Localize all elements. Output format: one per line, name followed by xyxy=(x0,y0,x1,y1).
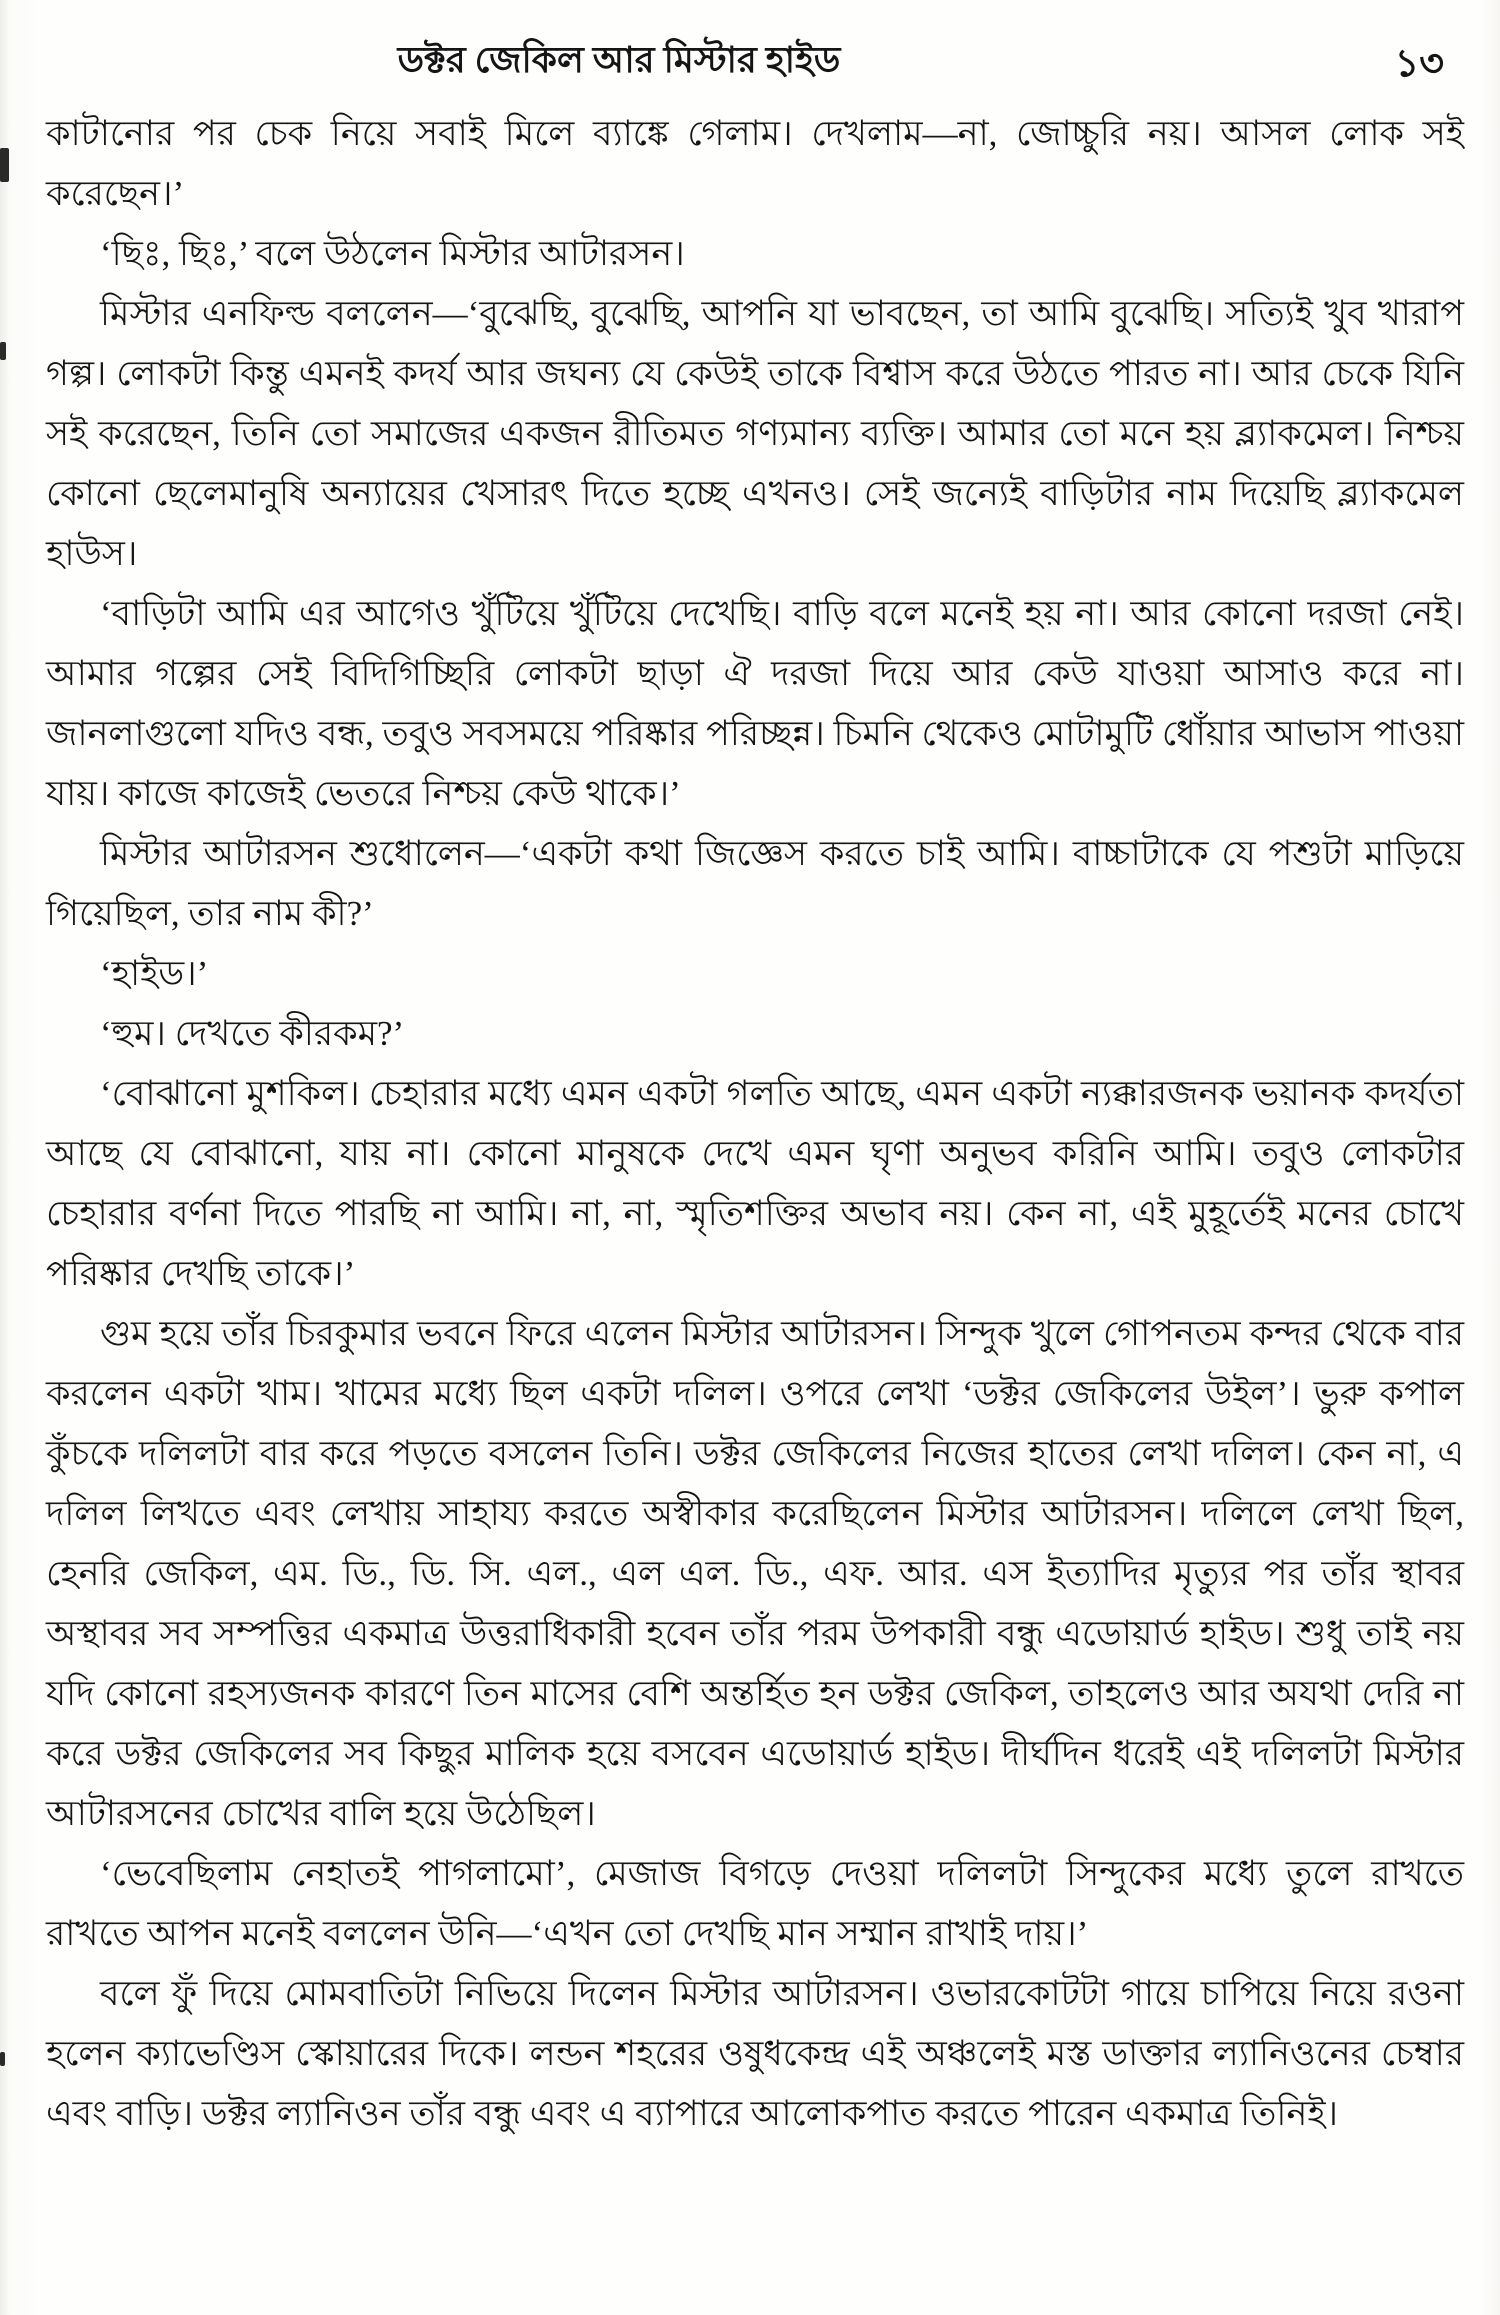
scan-artifact xyxy=(0,342,6,360)
page-number: ১৩ xyxy=(1394,43,1444,85)
paragraph: ‘ছিঃ, ছিঃ,’ বলে উঠলেন মিস্টার আটারসন। xyxy=(100,234,685,273)
paragraph: মিস্টার আটারসন শুধোলেন—‘একটা কথা জিজ্ঞেস করতে চাই আমি। বাচ্চাটাকে যে পশুটা মাড়িয়ে গিয়েছিল, তার নাম কী?’ xyxy=(46,834,1464,933)
paragraph: বলে ফুঁ দিয়ে মোমবাতিটা নিভিয়ে দিলেন মিস্টার আটারসন। ওভারকোটটা গায়ে চাপিয়ে নিয়ে রওনা হলেন ক্যাভেণ্ডিস স্কোয়ারের দিকে। লন্ডন শহরের ওষুধকেন্দ্র এই অঞ্চলেই মস্ত ডাক্তার ল্যানিওনের চেম্বার এবং বাড়ি। ডক্টর ল্যানিওন তাঁর বন্ধু এবং এ ব্যাপারে আলোকপাত করতে পারেন একমাত্র তিনিই। xyxy=(46,1974,1464,2133)
paragraph: ‘ভেবেছিলাম নেহাতই পাগলামো’, মেজাজ বিগড়ে দেওয়া দলিলটা সিন্দুকের মধ্যে তুলে রাখতে রাখতে আপন মনেই বললেন উনি—‘এখন তো দেখছি মান সম্মান রাখাই দায়।’ xyxy=(46,1854,1464,1953)
scan-artifact xyxy=(0,148,9,182)
body-text xyxy=(46,104,1464,2144)
paragraph: মিস্টার এনফিল্ড বললেন—‘বুঝেছি, বুঝেছি, আপনি যা ভাবছেন, তা আমি বুঝেছি। সত্যিই খুব খারাপ গল্প। লোকটা কিন্তু এমনই কদর্য আর জঘন্য যে কেউই তাকে বিশ্বাস করে উঠতে পারত না। আর চেকে যিনি সই করেছেন, তিনি তো সমাজের একজন রীতিমত গণ্যমান্য ব্যক্তি। আমার তো মনে হয় ব্ল্যাকমেল। নিশ্চয় কোনো ছেলেমানুষি অন্যায়ের খেসারৎ দিতে হচ্ছে এখনও। সেই জন্যেই বাড়িটার নাম দিয়েছি ব্ল্যাকমেল হাউস। xyxy=(46,294,1464,573)
scan-artifact xyxy=(0,2052,5,2066)
paragraph: ‘হাইড।’ xyxy=(100,954,209,993)
page-title: ডক্টর জেকিল আর মিস্টার হাইড xyxy=(397,40,841,80)
paragraph: ‘বাড়িটা আমি এর আগেও খুঁটিয়ে খুঁটিয়ে দেখেছি। বাড়ি বলে মনেই হয় না। আর কোনো দরজা নেই। আমার গল্পের সেই বিদিগিচ্ছিরি লোকটা ছাড়া ঐ দরজা দিয়ে আর কেউ যাওয়া আসাও করে না। জানলাগুলো যদিও বন্ধ, তবুও সবসময়ে পরিষ্কার পরিচ্ছন্ন। চিমনি থেকেও মোটামুটি ধোঁয়ার আভাস পাওয়া যায়। কাজে কাজেই ভেতরে নিশ্চয় কেউ থাকে।’ xyxy=(46,594,1464,813)
paragraph: ‘বোঝানো মুশকিল। চেহারার মধ্যে এমন একটা গলতি আছে, এমন একটা ন্যক্কারজনক ভয়ানক কদর্যতা আছে যে বোঝানো, যায় না। কোনো মানুষকে দেখে এমন ঘৃণা অনুভব করিনি আমি। তবুও লোকটার চেহারার বর্ণনা দিতে পারছি না আমি। না, না, স্মৃতিশক্তির অভাব নয়। কেন না, এই মুহূর্তেই মনের চোখে পরিষ্কার দেখছি তাকে।’ xyxy=(46,1074,1464,1293)
paragraph: ‘হুম। দেখতে কীরকম?’ xyxy=(100,1014,405,1053)
running-header xyxy=(0,0,1500,100)
paragraph: গুম হয়ে তাঁর চিরকুমার ভবনে ফিরে এলেন মিস্টার আটারসন। সিন্দুক খুলে গোপনতম কন্দর থেকে বার করলেন একটা খাম। খামের মধ্যে ছিল একটা দলিল। ওপরে লেখা ‘ডক্টর জেকিলের উইল’। ভুরু কপাল কুঁচকে দলিলটা বার করে পড়তে বসলেন তিনি। ডক্টর জেকিলের নিজের হাতের লেখা দলিল। কেন না, এ দলিল লিখতে এবং লেখায় সাহায্য করতে অস্বীকার করেছিলেন মিস্টার আটারসন। দলিলে লেখা ছিল, হেনরি জেকিল, এম. ডি., ডি. সি. এল., এল এল. ডি., এফ. আর. এস ইত্যাদির মৃত্যুর পর তাঁর স্থাবর অস্থাবর সব সম্পত্তির একমাত্র উত্তরাধিকারী হবেন তাঁর পরম উপকারী বন্ধু এডোয়ার্ড হাইড। শুধু তাই নয় যদি কোনো রহস্যজনক কারণে তিন মাসের বেশি অন্তর্হিত হন ডক্টর জেকিল, তাহলেও আর অযথা দেরি না করে ডক্টর জেকিলের সব কিছুর মালিক হয়ে বসবেন এডোয়ার্ড হাইড। দীর্ঘদিন ধরেই এই দলিলটা মিস্টার আটারসনের চোখের বালি হয়ে উঠেছিল। xyxy=(46,1314,1464,1833)
paragraph: কাটানোর পর চেক নিয়ে সবাই মিলে ব্যাঙ্কে গেলাম। দেখলাম—না, জোচ্চুরি নয়। আসল লোক সই করেছেন।’ xyxy=(46,114,1464,213)
